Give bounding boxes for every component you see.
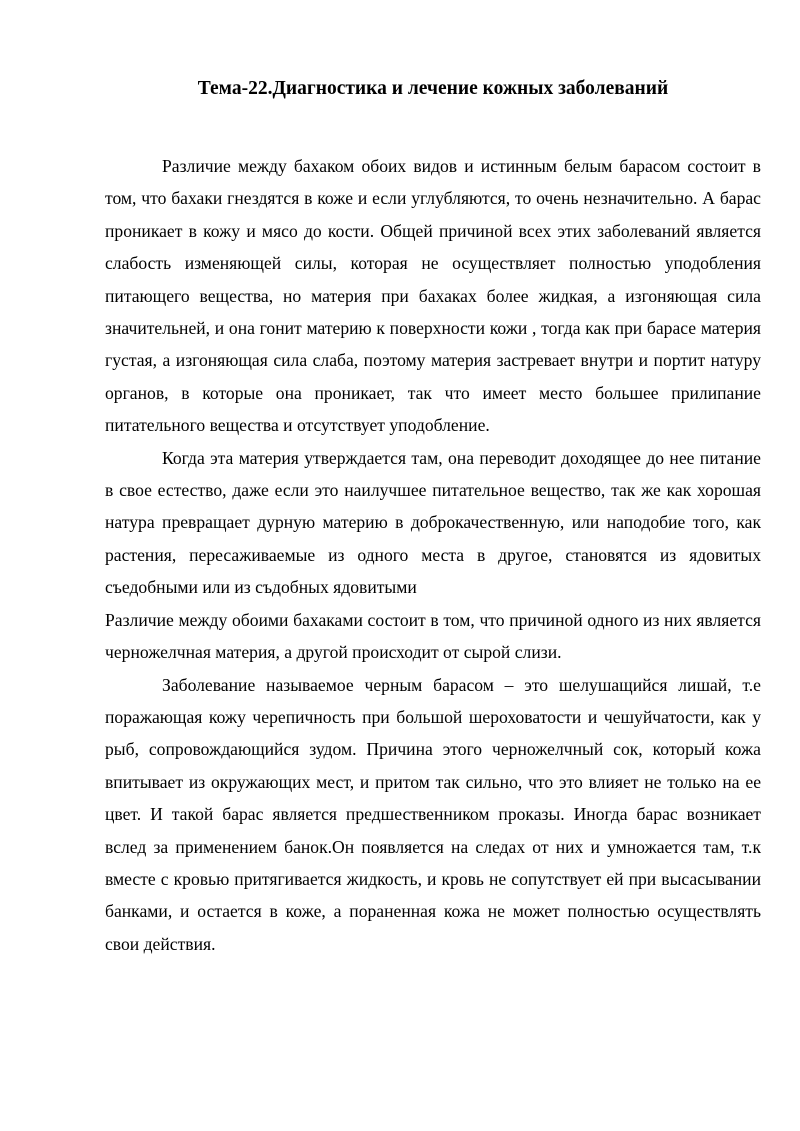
paragraph-2: Когда эта материя утверждается там, она переводит доходящее до нее питание в свое естество, даже если это наилучшее питательное вещество, так же как хорошая натура превращает дурную материю в доброкачественную, или наподобие того, как растения, пересаживаемые из одного места в другое, становятся из ядовитых съедобными или из съдобных ядовитыми — [105, 447, 761, 598]
document-title: Тема-22.Диагностика и лечение кожных заболеваний — [197, 78, 669, 99]
paragraph-3: Различие между обоими бахаками состоит в том, что причиной одного из них является черножелчная материя, а другой происходит от сырой слизи. — [105, 609, 761, 663]
paragraph-4: Заболевание называемое черным барасом – это шелушащийся лишай, т.е поражающая кожу черепичность при большой шероховатости и чешуйчатости, как у рыб, сопровождающийся зудом. Причина этого черножелчный сок, который кожа впитывает из окружающих мест, и притом так сильно, что это влияет не только на ее цвет. И такой барас является предшественником проказы. Иногда барас возникает вслед за применением банок.Он появляется на следах от них и умножается там, т.к вместе с кровью притягивается жидкость, и кровь не сопутствует ей при высасывании банками, и остается в коже, а пораненная кожа не может полностью осуществлять свои действия. — [105, 674, 761, 954]
paragraph-1: Различие между бахаком обоих видов и истинным белым барасом состоит в том, что бахаки гнездятся в коже и если углубляются, то очень незначительно. А барас проникает в кожу и мясо до кости. Общей причиной всех этих заболеваний является слабость изменяющей силы, которая не осуществляет полностью уподобления питающего вещества, но материя при бахаках более жидкая, а изгоняющая сила значительней, и она гонит материю к поверхности кожи , тогда как при барасе материя густая, а изгоняющая сила слаба, поэтому материя застревает внутри и портит натуру органов, в которые она проникает, так что имеет место большее прилипание питательного вещества и отсутствует уподобление. — [105, 156, 761, 436]
document-page — [105, 76, 761, 960]
